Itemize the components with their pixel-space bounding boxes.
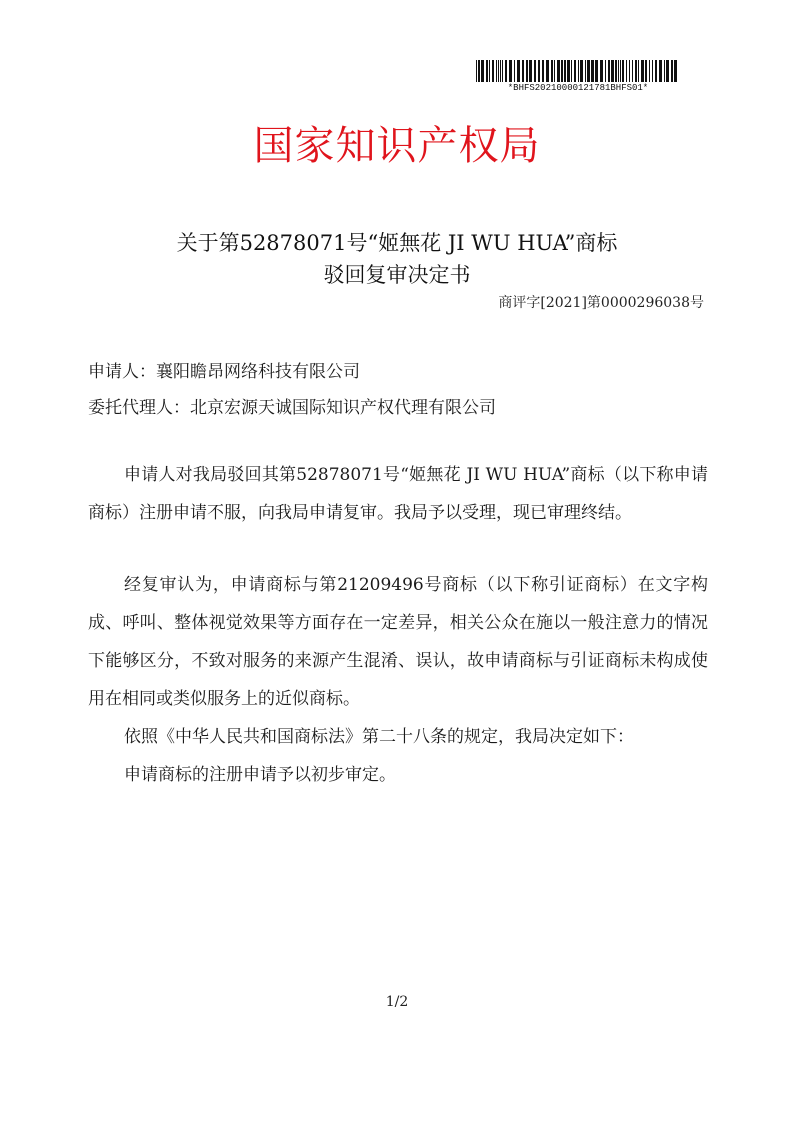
body-paragraph-3: 依照《中华人民共和国商标法》第二十八条的规定，我局决定如下： [124,727,634,747]
barcode-graphic [474,59,682,83]
body-paragraph-1: 申请人对我局驳回其第52878071号“姬無花 JI WU HUA”商标（以下称申请商标）注册申请不服，向我局申请复审。我局予以受理，现已审理终结。 [88,465,708,523]
issuing-office: 国家知识产权局 [253,123,541,169]
body-paragraph-4: 申请商标的注册申请予以初步审定。 [124,765,396,785]
page-number: 1/2 [385,994,409,1010]
document-title-line1: 关于第52878071号“姬無花 JI WU HUA”商标 [176,231,618,255]
body-paragraph-2: 经复审认为，申请商标与第21209496号商标（以下称引证商标）在文字构成、呼叫、整体视觉效果等方面存在一定差异，相关公众在施以一般注意力的情况下能够区分，不致对服务的来源产生混淆、误认，故申请商标与引证商标未构成使用在相同或类似服务上的近似商标。 [88,575,708,709]
document-title-line2: 驳回复审决定书 [323,263,471,287]
agent-line: 委托代理人：北京宏源天诚国际知识产权代理有限公司 [88,398,496,418]
document-number: 商评字[2021]第0000296038号 [498,295,704,311]
document-barcode [474,59,682,93]
applicant-line: 申请人：襄阳瞻昂网络科技有限公司 [88,362,360,382]
barcode-number: *BHFS20210000121781BHFS01* [507,83,649,93]
